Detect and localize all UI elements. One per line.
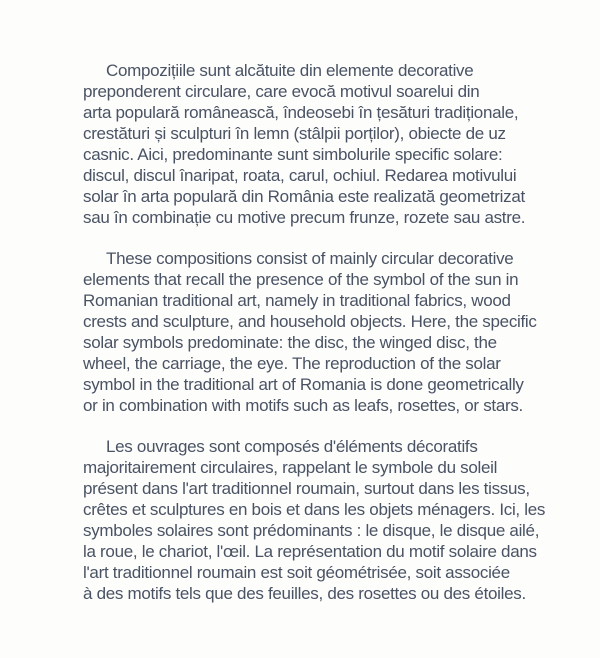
- text-line: Compozițiile sunt alcătuite din elemente decorative: [106, 61, 474, 80]
- paragraph-french: [83, 436, 578, 604]
- paragraph-english: [83, 248, 578, 416]
- text-line: présent dans l'art traditionnel roumain, surtout dans les tissus,: [83, 479, 530, 498]
- text-line: crêtes et sculptures en bois et dans les objets ménagers. Ici, les: [83, 500, 546, 519]
- text-line: Romanian traditional art, namely in traditional fabrics, wood: [83, 291, 511, 310]
- text-line: majoritairement circulaires, rappelant le symbole du soleil: [83, 458, 498, 477]
- text-block: [83, 60, 578, 604]
- text-line: casnic. Aici, predominante sunt simbolurile specific solare:: [83, 145, 503, 164]
- text-line: or in combination with motifs such as leafs, rosettes, or stars.: [83, 396, 523, 415]
- text-line: These compositions consist of mainly circular decorative: [106, 249, 514, 268]
- text-line: l'art traditionnel roumain est soit géométrisée, soit associée: [83, 563, 510, 582]
- text-line: solar în arta populară din România este realizată geometrizat: [83, 187, 525, 206]
- paragraph-romanian: [83, 60, 578, 228]
- text-line: arta populară românească, îndeosebi în țesături tradiționale,: [83, 103, 519, 122]
- text-line: solar symbols predominate: the disc, the winged disc, the: [83, 333, 497, 352]
- text-line: à des motifs tels que des feuilles, des rosettes ou des étoiles.: [83, 584, 526, 603]
- text-line: crestături și sculpturi în lemn (stâlpii porților), obiecte de uz: [83, 124, 506, 143]
- text-line: preponderent circulare, care evocă motivul soarelui din: [83, 82, 480, 101]
- text-line: wheel, the carriage, the eye. The reproduction of the solar: [83, 354, 501, 373]
- text-line: la roue, le chariot, l'œil. La représentation du motif solaire dans: [83, 542, 537, 561]
- text-line: discul, discul înaripat, roata, carul, ochiul. Redarea motivului: [83, 166, 517, 185]
- text-line: elements that recall the presence of the symbol of the sun in: [83, 270, 519, 289]
- text-line: sau în combinație cu motive precum frunze, rozete sau astre.: [83, 208, 526, 227]
- text-line: Les ouvrages sont composés d'éléments décoratifs: [106, 437, 478, 456]
- text-line: crests and sculpture, and household objects. Here, the specific: [83, 312, 537, 331]
- text-line: symbol in the traditional art of Romania is done geometrically: [83, 375, 524, 394]
- text-line: symboles solaires sont prédominants : le disque, le disque ailé,: [83, 521, 540, 540]
